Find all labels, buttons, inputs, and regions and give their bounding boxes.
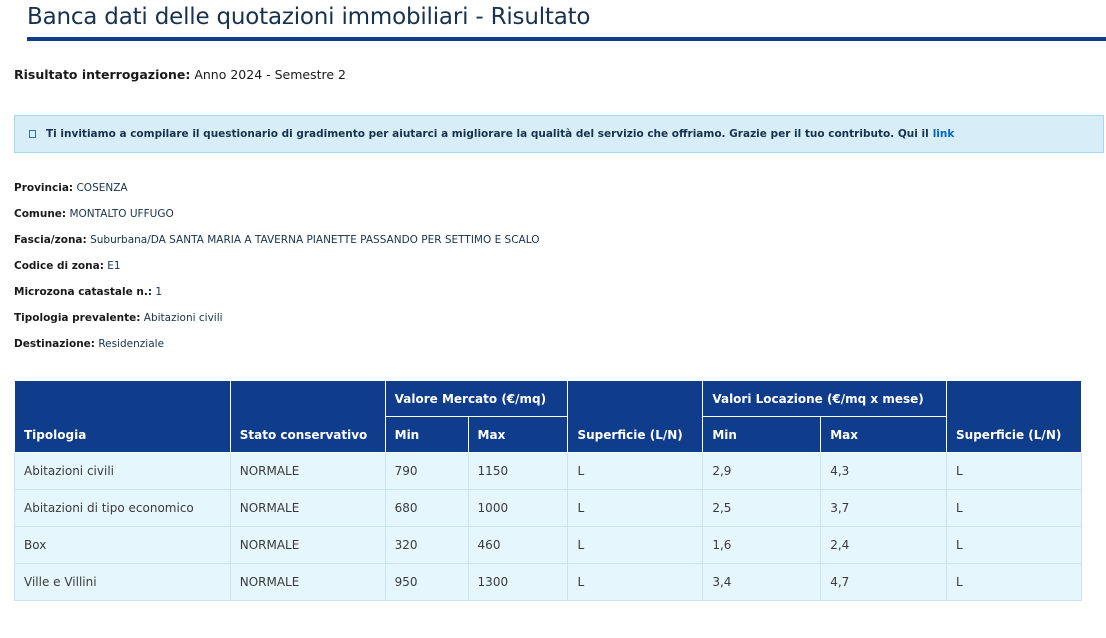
detail-label: Tipologia prevalente:	[14, 312, 141, 324]
zone-details	[14, 181, 539, 363]
cell-stato: NORMALE	[230, 564, 385, 601]
cell-stato: NORMALE	[230, 490, 385, 527]
cell-min-mercato: 790	[385, 453, 468, 490]
query-value: Anno 2024 - Semestre 2	[194, 67, 346, 82]
detail-comune	[14, 207, 539, 233]
table-row	[15, 527, 1082, 564]
table-row	[15, 564, 1082, 601]
cell-min-mercato: 950	[385, 564, 468, 601]
detail-label: Provincia:	[14, 182, 74, 194]
cell-superficie: L	[568, 453, 703, 490]
query-label: Risultato interrogazione:	[14, 67, 191, 82]
title-divider	[27, 37, 1106, 41]
cell-max-mercato: 1000	[468, 490, 568, 527]
detail-value: Abitazioni civili	[143, 312, 223, 324]
table-row	[15, 490, 1082, 527]
header-stato: Stato conservativo	[230, 381, 385, 453]
cell-superficie: L	[568, 564, 703, 601]
cell-tipologia: Abitazioni civili	[15, 453, 231, 490]
info-icon	[29, 130, 36, 138]
cell-superficie: L	[947, 453, 1082, 490]
cell-stato: NORMALE	[230, 453, 385, 490]
header-superficie-mercato: Superficie (L/N)	[568, 381, 703, 453]
survey-notice	[14, 115, 1104, 153]
detail-fascia	[14, 233, 539, 259]
cell-min-locazione: 3,4	[703, 564, 821, 601]
cell-superficie: L	[947, 527, 1082, 564]
cell-superficie: L	[568, 527, 703, 564]
detail-value: MONTALTO UFFUGO	[69, 208, 174, 220]
detail-codice	[14, 259, 539, 285]
header-tipologia: Tipologia	[15, 381, 231, 453]
quotations-table	[14, 380, 1082, 601]
detail-label: Destinazione:	[14, 338, 95, 350]
header-superficie-locazione: Superficie (L/N)	[947, 381, 1082, 453]
cell-min-locazione: 2,9	[703, 453, 821, 490]
detail-value: 1	[155, 286, 163, 298]
header-min-mercato: Min	[385, 417, 468, 453]
header-max-locazione: Max	[821, 417, 947, 453]
cell-max-locazione: 4,7	[821, 564, 947, 601]
cell-superficie: L	[568, 490, 703, 527]
detail-label: Comune:	[14, 208, 67, 220]
detail-provincia	[14, 181, 539, 207]
header-max-mercato: Max	[468, 417, 568, 453]
cell-min-mercato: 320	[385, 527, 468, 564]
header-valori-locazione: Valori Locazione (€/mq x mese)	[703, 381, 947, 417]
cell-max-locazione: 2,4	[821, 527, 947, 564]
cell-min-mercato: 680	[385, 490, 468, 527]
survey-link[interactable]: link	[932, 128, 955, 140]
cell-max-mercato: 460	[468, 527, 568, 564]
cell-tipologia: Ville e Villini	[15, 564, 231, 601]
header-min-locazione: Min	[703, 417, 821, 453]
detail-value: Suburbana/DA SANTA MARIA A TAVERNA PIANETTE PASSANDO PER SETTIMO E SCALO	[90, 234, 540, 246]
cell-max-locazione: 4,3	[821, 453, 947, 490]
detail-tipologia	[14, 311, 539, 337]
cell-min-locazione: 2,5	[703, 490, 821, 527]
cell-tipologia: Box	[15, 527, 231, 564]
detail-label: Fascia/zona:	[14, 234, 87, 246]
cell-max-locazione: 3,7	[821, 490, 947, 527]
cell-stato: NORMALE	[230, 527, 385, 564]
page-title: Banca dati delle quotazioni immobiliari - Risultato	[27, 4, 591, 30]
detail-value: COSENZA	[76, 182, 128, 194]
detail-value: E1	[107, 260, 121, 272]
table-row	[15, 453, 1082, 490]
query-result-line	[14, 67, 346, 82]
detail-value: Residenziale	[98, 338, 165, 350]
detail-label: Codice di zona:	[14, 260, 104, 272]
header-valore-mercato: Valore Mercato (€/mq)	[385, 381, 568, 417]
detail-label: Microzona catastale n.:	[14, 286, 153, 298]
notice-text: Ti invitiamo a compilare il questionario di gradimento per aiutarci a migliorare la qualità del servizio che offriamo. Grazie per il tuo contributo. Qui il	[46, 128, 929, 140]
detail-destinazione	[14, 337, 539, 363]
cell-min-locazione: 1,6	[703, 527, 821, 564]
cell-superficie: L	[947, 490, 1082, 527]
detail-microzona	[14, 285, 539, 311]
cell-tipologia: Abitazioni di tipo economico	[15, 490, 231, 527]
cell-max-mercato: 1150	[468, 453, 568, 490]
cell-max-mercato: 1300	[468, 564, 568, 601]
cell-superficie: L	[947, 564, 1082, 601]
